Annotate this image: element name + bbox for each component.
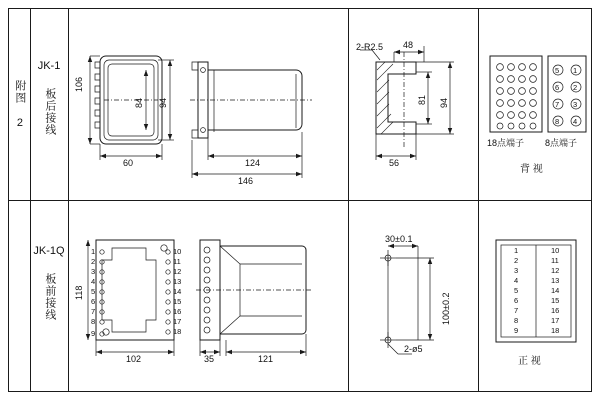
model-row1-text: JK-1 xyxy=(37,60,61,73)
r2-term-r-16: 16 xyxy=(173,307,182,316)
r2-panel-r-18: 18 xyxy=(551,326,560,335)
r2-panel-l-9: 9 xyxy=(514,326,519,335)
r1-dim-84: 84 xyxy=(134,97,144,108)
r1-dim-146: 146 xyxy=(238,176,254,186)
r2-term-r-15: 15 xyxy=(173,297,182,306)
model-row2-text: JK-1Q xyxy=(33,245,65,258)
r1-t8-num-7: 7 xyxy=(555,100,560,109)
r1-t8-num-8: 8 xyxy=(555,117,560,126)
r2-panel-l-1: 1 xyxy=(514,246,519,255)
r2-panel-r-16: 16 xyxy=(551,306,560,315)
r2-term-l-1: 1 xyxy=(91,247,96,256)
r2-term-r-10: 10 xyxy=(173,247,182,256)
r2-panel-l-2: 2 xyxy=(514,256,519,265)
r2-term-l-3: 3 xyxy=(91,267,96,276)
r2-front-inner-profile xyxy=(102,248,156,332)
r2-dim-121: 121 xyxy=(258,354,274,364)
r2-panel-l-4: 4 xyxy=(514,276,519,285)
r1-dim-48: 48 xyxy=(403,40,414,50)
r1-dim-81: 81 xyxy=(417,94,427,105)
index-label-row1-text: 附图 2 xyxy=(13,80,26,130)
r1-dim-124: 124 xyxy=(245,158,261,168)
r2-panel-r-13: 13 xyxy=(551,276,560,285)
r2-panel-r-10: 10 xyxy=(551,246,560,255)
r2-dim-30: 30±0.1 xyxy=(385,234,413,244)
r1-caption-18: 18点端子 xyxy=(487,138,525,148)
r1-t8-num-6: 6 xyxy=(555,83,560,92)
r1-caption-8: 8点端子 xyxy=(545,138,578,148)
r2-panel-r-14: 14 xyxy=(551,286,560,295)
r2-term-l-7: 7 xyxy=(91,307,96,316)
r1-t8-num-3: 3 xyxy=(573,100,578,109)
r2-panel-l-7: 7 xyxy=(514,306,519,315)
r2-panel-l-6: 6 xyxy=(514,296,519,305)
r2-caption-view: 正 视 xyxy=(518,356,541,367)
r2-term-l-9: 9 xyxy=(91,329,96,338)
r2-term-r-13: 13 xyxy=(173,277,182,286)
r1-dim-106: 106 xyxy=(74,76,84,92)
r2-front-outer xyxy=(96,240,174,340)
r1-t8-num-5: 5 xyxy=(555,66,560,75)
r2-panel-r-12: 12 xyxy=(551,266,560,275)
r2-term-r-18: 18 xyxy=(173,327,182,336)
r1-caption-view: 背 视 xyxy=(520,164,543,175)
r2-term-r-11: 11 xyxy=(173,257,181,266)
r2-panel-l-5: 5 xyxy=(514,286,519,295)
r2-panel-r-17: 17 xyxy=(551,316,560,325)
r2-panel-r-15: 15 xyxy=(551,296,560,305)
r2-right-terminals xyxy=(166,250,170,334)
r1-dim-60: 60 xyxy=(123,158,134,168)
wiring-row1-text: 板后接线 xyxy=(43,88,56,136)
r2-dim-102: 102 xyxy=(126,354,142,364)
r2-term-l-4: 4 xyxy=(91,277,96,286)
wiring-row2-text: 板前接线 xyxy=(43,273,56,321)
r2-leader-hole xyxy=(388,344,398,354)
r1-dim-56: 56 xyxy=(389,158,400,168)
r2-term-r-14: 14 xyxy=(173,287,182,296)
r2-term-l-2: 2 xyxy=(91,257,96,266)
r1-note-radius: 2-R2.5 xyxy=(356,42,384,52)
r2-term-l-5: 5 xyxy=(91,287,96,296)
r2-term-l-6: 6 xyxy=(91,297,96,306)
r2-term-r-12: 12 xyxy=(173,267,182,276)
r2-panel-l-3: 3 xyxy=(514,266,519,275)
r2-hole-bottom xyxy=(103,329,109,335)
r2-term-r-17: 17 xyxy=(173,317,182,326)
r2-dim-100: 100±0.2 xyxy=(441,292,451,325)
r1-dim-94: 94 xyxy=(158,97,168,108)
r1-t8-num-4: 4 xyxy=(573,117,578,126)
r1-dim-94b: 94 xyxy=(439,97,449,108)
r2-term-l-8: 8 xyxy=(91,317,96,326)
r1-t8-num-2: 2 xyxy=(573,83,578,92)
r1-t8-num-1: 1 xyxy=(573,66,578,75)
r2-dim-35: 35 xyxy=(204,354,215,364)
r2-dim-118: 118 xyxy=(74,285,84,300)
r2-panel-r-11: 11 xyxy=(551,256,559,265)
r2-note-hole: 2-ø5 xyxy=(404,344,423,354)
r2-panel-l-8: 8 xyxy=(514,316,519,325)
